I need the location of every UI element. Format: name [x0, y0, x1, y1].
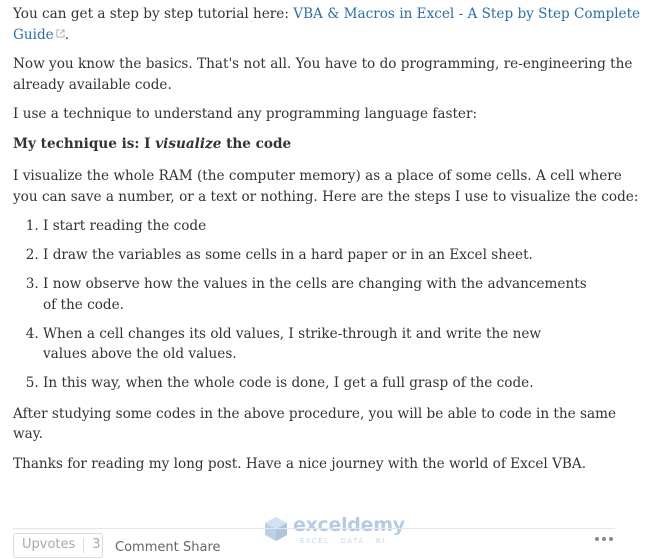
- visualize-paragraph: I visualize the whole RAM (the computer memory) as a place of some cells. A cell where you can save a number, or a text or nothing. Here are the steps I use to visualize the code:: [13, 168, 639, 205]
- tutorial-link-text[interactable]: VBA & Macros in Excel - A Step by Step Complete Guide: [13, 6, 641, 43]
- basics-paragraph: Now you know the basics. That's not all. You have to do programming, re-engineering the already available code.: [13, 56, 633, 93]
- technique-paragraph: I use a technique to understand any programming language faster:: [13, 106, 478, 122]
- heading-prefix: My technique is: I: [13, 135, 156, 152]
- steps-list: [13, 216, 588, 394]
- share-button[interactable]: Share: [183, 540, 221, 555]
- upvote-label[interactable]: Upvotes: [22, 537, 76, 553]
- external-link-icon: [56, 29, 65, 38]
- heading-suffix: the code: [221, 135, 292, 152]
- dot: [602, 537, 606, 541]
- comment-button[interactable]: Comment: [115, 540, 179, 555]
- post-actions: [13, 528, 615, 559]
- thanks-paragraph: Thanks for reading my long post. Have a nice journey with the world of Excel VBA.: [13, 455, 587, 472]
- list-item: 3. I now observe how the values in the cells are changing with the advancements of the code.: [43, 274, 588, 315]
- list-item: 4. When a cell changes its old values, I strike-through it and write the new values above the old values.: [43, 324, 588, 365]
- more-options-icon[interactable]: [595, 537, 613, 541]
- technique-heading: [13, 134, 643, 155]
- watermark-tagline: EXCEL · DATA · BI: [300, 537, 386, 545]
- upvote-button[interactable]: [13, 533, 103, 558]
- upvote-count: 3: [92, 537, 101, 553]
- intro-paragraph: [13, 4, 643, 45]
- list-item: 2. I draw the variables as some cells in a hard paper or in an Excel sheet.: [43, 245, 588, 266]
- list-item: 5. In this way, when the whole code is done, I get a full grasp of the code.: [43, 373, 588, 394]
- intro-end: .: [64, 26, 70, 43]
- dot: [609, 537, 613, 541]
- intro-text: You can get a step by step tutorial here:: [13, 6, 294, 22]
- watermark-brand: exceldemy: [293, 514, 405, 536]
- heading-emphasis: visualize: [155, 135, 222, 152]
- list-item: 1. I start reading the code: [43, 216, 588, 237]
- after-paragraph: After studying some codes in the above procedure, you will be able to code in the same way.: [13, 405, 617, 442]
- dot: [595, 537, 599, 541]
- post-body: [13, 4, 643, 483]
